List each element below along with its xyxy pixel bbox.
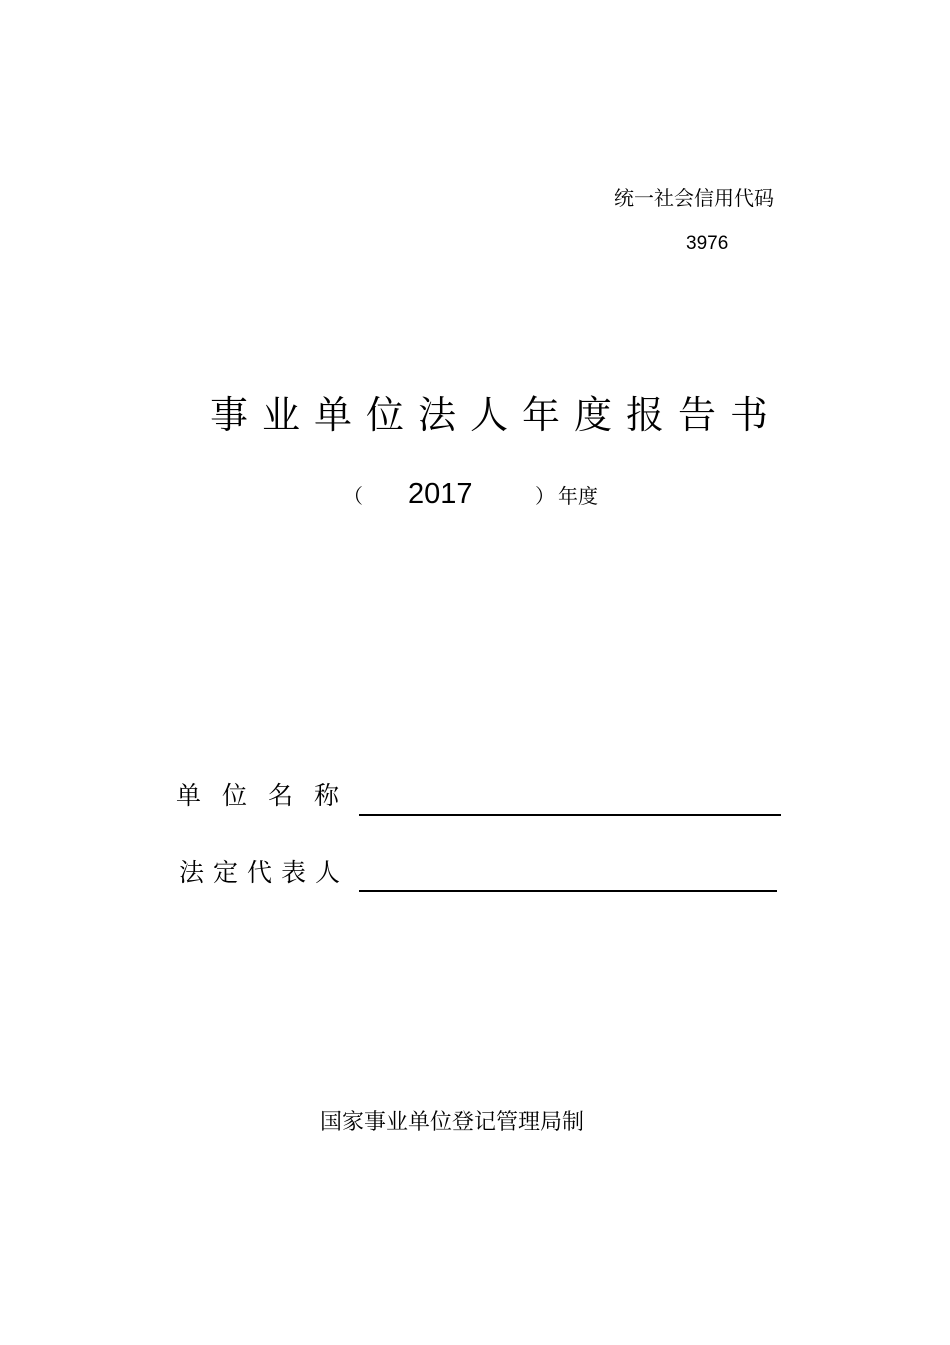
legal-representative-label: 法定代表人: [179, 858, 350, 887]
year-open-paren: （: [343, 484, 363, 508]
year-suffix: 年度: [558, 484, 598, 508]
credit-code-value: 3976: [686, 233, 729, 254]
unit-name-line: [359, 814, 781, 816]
credit-code-label: 统一社会信用代码: [614, 186, 774, 210]
legal-representative-line: [359, 890, 777, 892]
report-title: 事业单位法人年度报告书: [210, 393, 783, 437]
issuer-footer: 国家事业单位登记管理局制: [320, 1110, 585, 1135]
year-close-paren: ）: [535, 484, 555, 508]
report-year: 2017: [408, 478, 473, 510]
unit-name-label: 单位名称: [176, 781, 361, 810]
